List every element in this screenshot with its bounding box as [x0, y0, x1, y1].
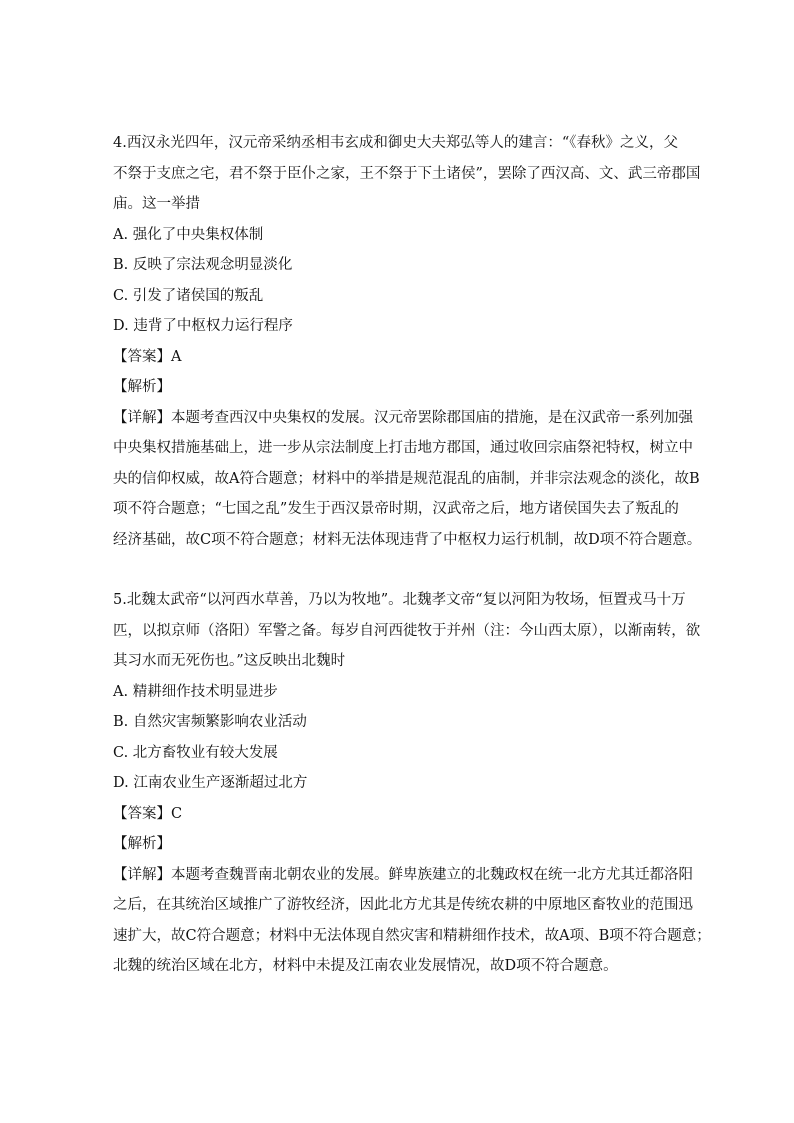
- answer-label: 【答案】C: [113, 805, 183, 822]
- analysis-label: 【解析】: [113, 836, 171, 852]
- question-stem-line: 庙。这一举措: [113, 196, 200, 212]
- detail-line: 【详解】本题考查魏晋南北朝农业的发展。鲜卑族建立的北魏政权在统一北方尤其迁都洛阳: [113, 866, 693, 883]
- detail-line: 【详解】本题考查西汉中央集权的发展。汉元帝罢除郡国庙的措施，是在汉武帝一系列加强: [113, 409, 693, 426]
- detail-line: 中央集权措施基础上，进一步从宗法制度上打击地方郡国，通过收回宗庙祭祀特权，树立中: [113, 440, 693, 456]
- option-c: C. 引发了诸侯国的叛乱: [113, 287, 264, 304]
- detail-line: 速扩大，故C符合题意；材料中无法体现自然灾害和精耕细作技术，故A项、B项不符合题意；: [113, 927, 711, 944]
- detail-line: 项不符合题意；“七国之乱”发生于西汉景帝时期，汉武帝之后，地方诸侯国失去了叛乱的: [113, 501, 679, 517]
- option-d: D. 江南农业生产逐渐超过北方: [113, 775, 308, 791]
- document-page: [113, 128, 711, 982]
- question-stem-line: 不祭于支庶之宅，君不祭于臣仆之家，王不祭于下土诸侯”，罢除了西汉高、文、武三帝郡国: [113, 165, 701, 182]
- question-spacer: [113, 555, 689, 585]
- question-stem-line: 匹，以拟京师（洛阳）军警之备。每岁自河西徙牧于并州（注：今山西太原），以渐南转，欲: [113, 622, 701, 639]
- analysis-label: 【解析】: [113, 379, 171, 395]
- question-stem-line: 其习水而无死伤也。”这反映出北魏时: [113, 653, 346, 669]
- option-a: A. 精耕细作技术明显进步: [113, 683, 278, 700]
- option-b: B. 反映了宗法观念明显淡化: [113, 257, 293, 273]
- detail-line: 北魏的统治区域在北方，材料中未提及江南农业发展情况，故D项不符合题意。: [113, 958, 618, 974]
- option-d: D. 违背了中枢权力运行程序: [113, 318, 293, 334]
- question-4: [113, 128, 702, 555]
- question-5: [113, 585, 711, 982]
- question-stem-line: 5.北魏太武帝“以河西水草善，乃以为牧地”。北魏孝文帝“复以河阳为牧场，恒置戎马十万: [113, 592, 686, 608]
- option-b: B. 自然灾害频繁影响农业活动: [113, 714, 307, 730]
- answer-label: 【答案】A: [113, 348, 182, 365]
- option-c: C. 北方畜牧业有较大发展: [113, 744, 278, 761]
- detail-line: 之后，在其统治区域推广了游牧经济，因此北方尤其是传统农耕的中原地区畜牧业的范围迅: [113, 897, 693, 913]
- option-a: A. 强化了中央集权体制: [113, 226, 264, 243]
- detail-line: 央的信仰权威，故A符合题意；材料中的举措是规范混乱的庙制，并非宗法观念的淡化，故B: [113, 470, 700, 487]
- detail-line: 经济基础，故C项不符合题意；材料无法体现违背了中枢权力运行机制，故D项不符合题意。: [113, 531, 702, 548]
- question-stem-line: 4.西汉永光四年，汉元帝采纳丞相韦玄成和御史大夫郑弘等人的建言：“《春秋》之义，父: [113, 135, 678, 151]
